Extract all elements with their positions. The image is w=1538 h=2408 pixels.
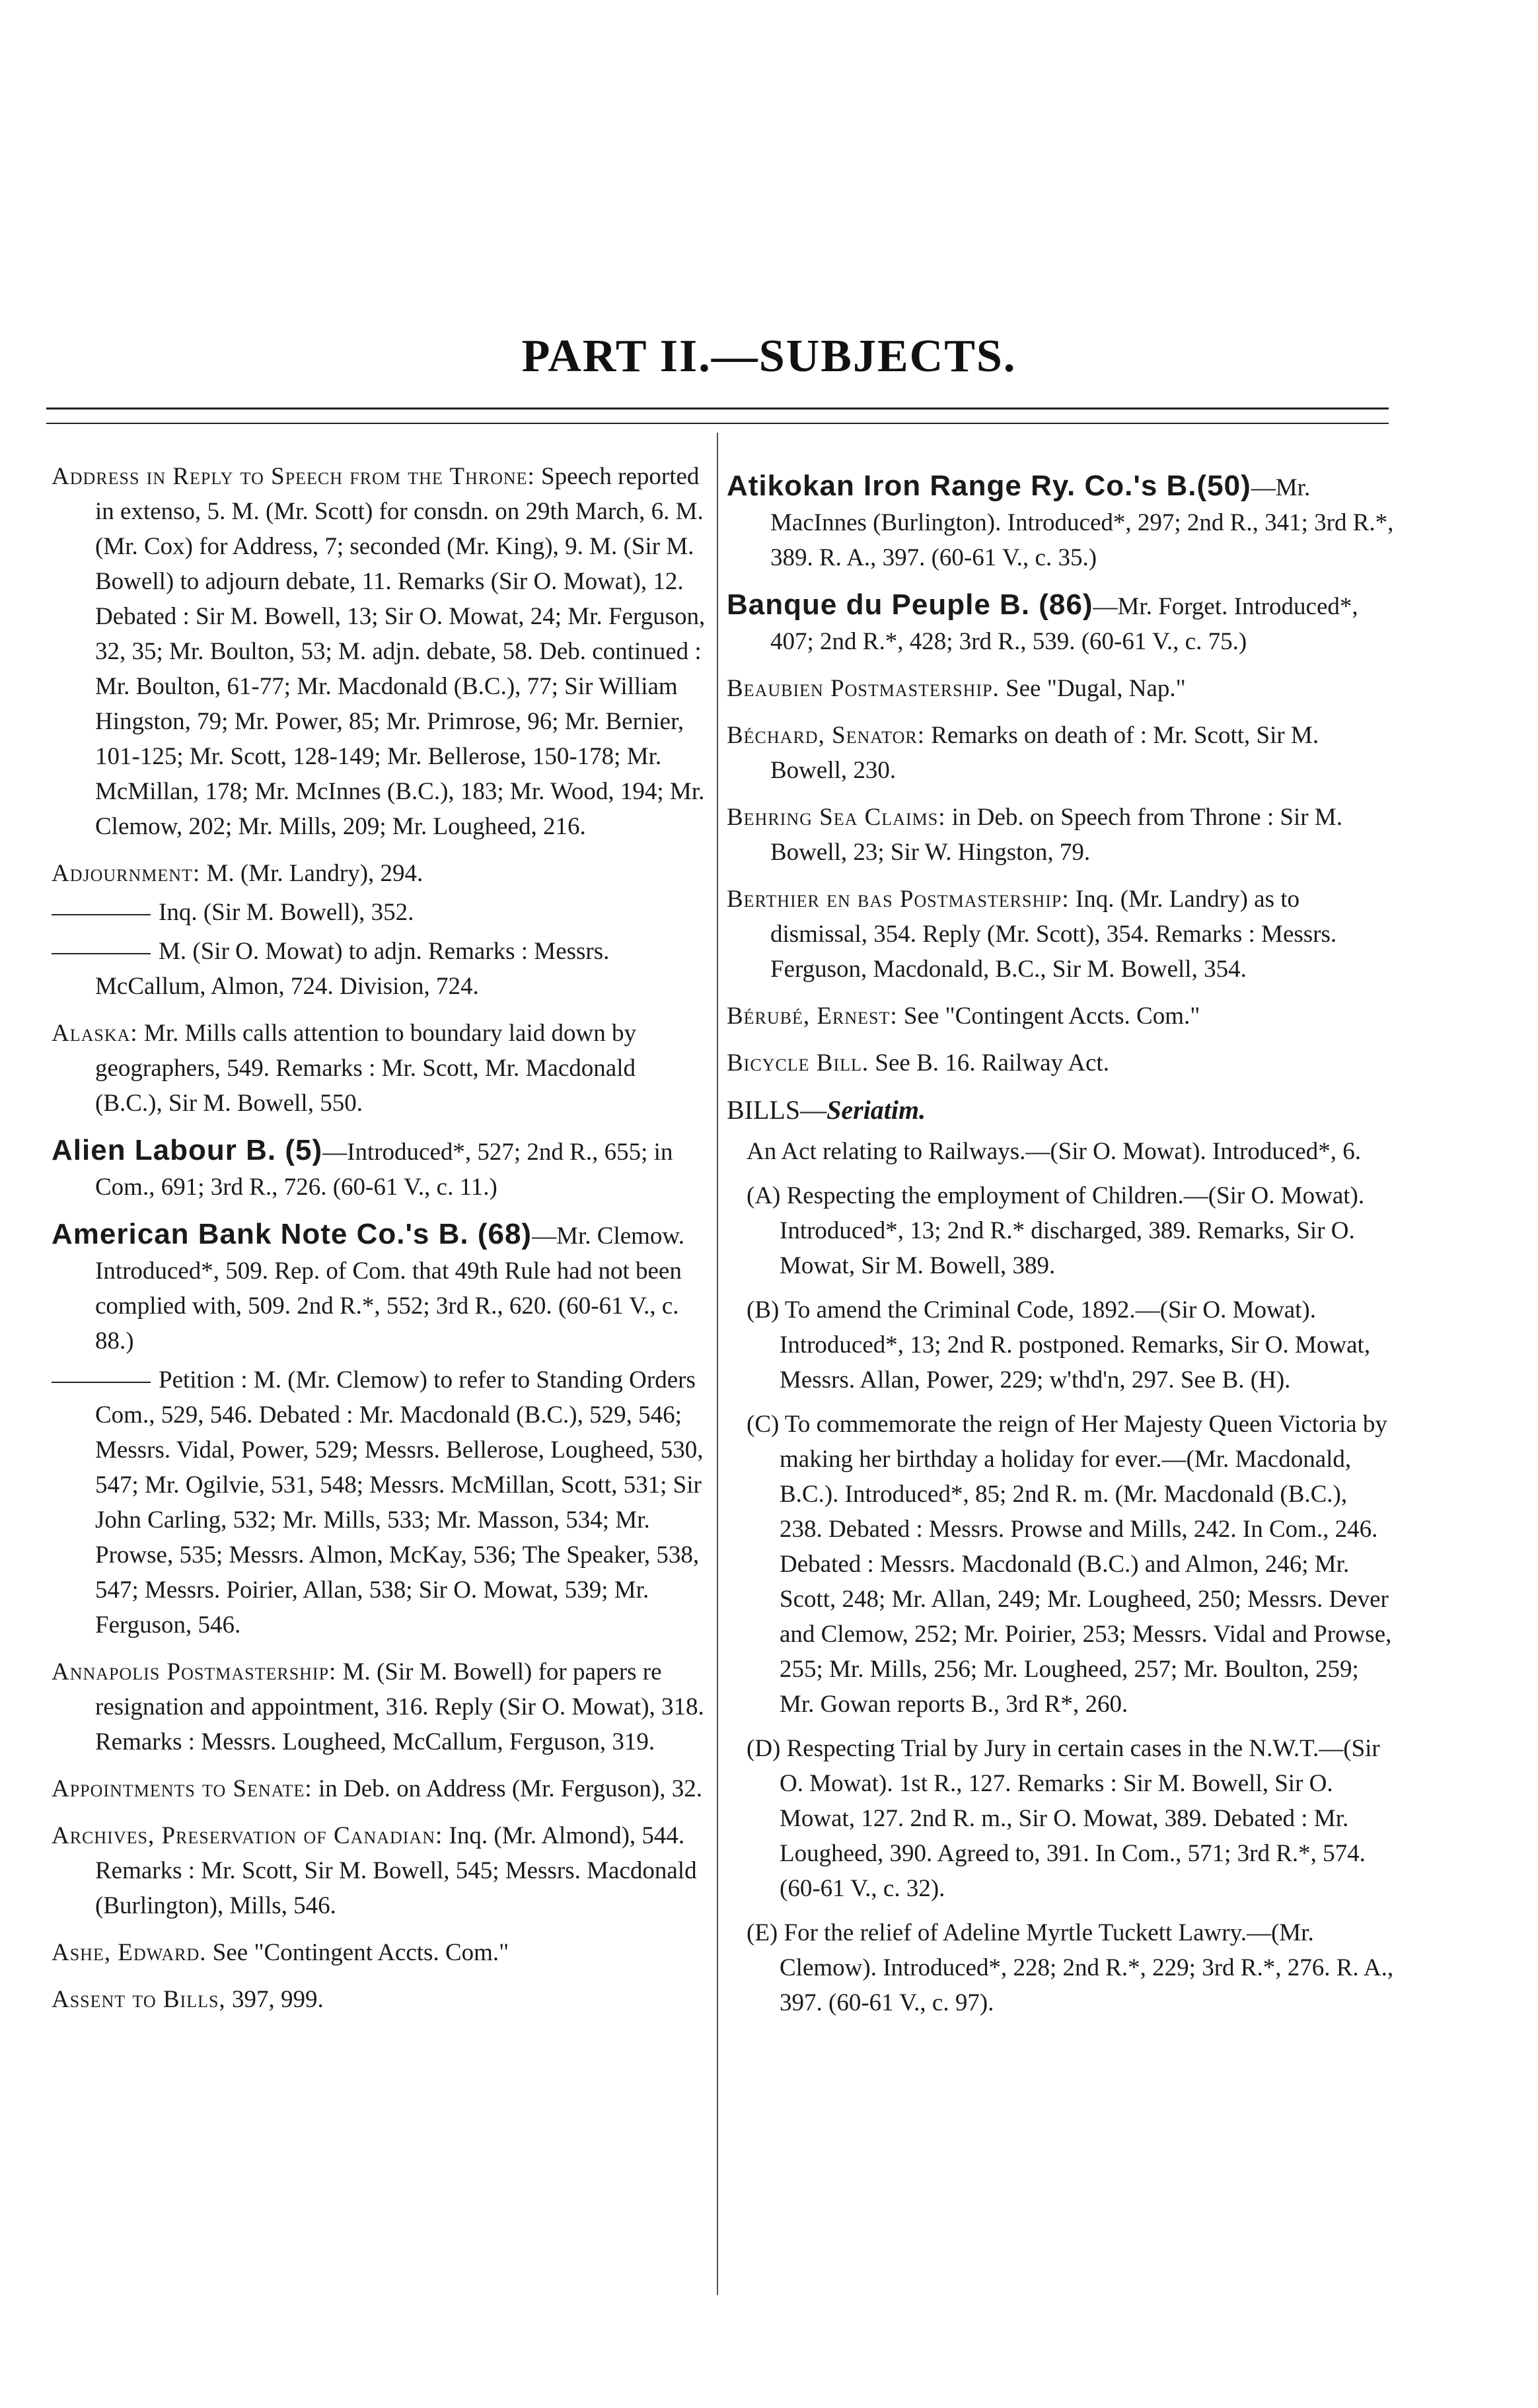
ditto-dash: [52, 914, 151, 915]
index-entry: [52, 1217, 706, 1359]
index-entry: [52, 1935, 706, 1970]
entry-heading: Beaubien Postmastership.: [727, 675, 1000, 702]
page-title: PART II.—SUBJECTS.: [521, 331, 1017, 382]
index-entry: [727, 882, 1394, 987]
entry-text: —Mr. Forget. Introduced*, 407; 2nd R.*, 428; 3rd R., 539. (60-61 V., c. 75.): [770, 593, 1358, 655]
index-entry: [52, 1818, 706, 1923]
index-entry: [52, 459, 706, 844]
entry-text: Mr. Mills calls attention to boundary laid down by geographers, 549. Remarks : Mr. Scott, Mr. Macdonald (B.C.), Sir M. Bowell, 550.: [95, 1020, 636, 1117]
entry-heading: Annapolis Postmastership:: [52, 1658, 337, 1685]
entry-text: Inq. (Mr. Almond), 544. Remarks : Mr. Scott, Sir M. Bowell, 545; Messrs. Macdonald (Burlington), Mills, 546.: [95, 1822, 697, 1919]
entry-heading: Banque du Peuple B. (86): [727, 588, 1093, 621]
entry-text: Remarks on death of : Mr. Scott, Sir M. Bowell, 230.: [770, 722, 1319, 784]
bills-section: [727, 1092, 1394, 1129]
bill-entry: An Act relating to Railways.—(Sir O. Mowat). Introduced*, 6.: [747, 1138, 1361, 1165]
entry-heading: Atikokan Iron Range Ry. Co.'s B.(50): [727, 470, 1251, 502]
bill-entry: (D) Respecting Trial by Jury in certain cases in the N.W.T.—(Sir O. Mowat). 1st R., 127. Remarks : Sir M. Bowell, Sir O. Mowat, 127. 2nd R. m., Sir O. Mowat, 389. Debated : Mr. Lougheed, 390. Agreed to, 391. In Com., 571; 3rd R.*, 574. (60-61 V., c. 32).: [747, 1735, 1380, 1902]
entry-heading: Address in Reply to Speech from the Throne:: [52, 463, 535, 490]
entry-heading: Behring Sea Claims:: [727, 804, 946, 831]
top-rule: [46, 407, 1389, 409]
sub-entry: [52, 934, 706, 1004]
entry-heading: Ashe, Edward.: [52, 1939, 207, 1966]
entry-text: M. (Mr. Landry), 294.: [200, 860, 423, 887]
index-entry: [52, 856, 706, 891]
index-entry: [727, 800, 1394, 870]
entry-text: M. (Sir M. Bowell) for papers re resignation and appointment, 316. Reply (Sir O. Mowat), 318. Remarks : Messrs. Lougheed, McCallum, Ferguson, 319.: [95, 1658, 704, 1755]
entry-heading: Assent to Bills,: [52, 1986, 226, 2013]
entry-text: —Introduced*, 527; 2nd R., 655; in Com., 691; 3rd R., 726. (60-61 V., c. 11.): [95, 1139, 673, 1201]
entry-text: in Deb. on Speech from Throne : Sir M. Bowell, 23; Sir W. Hingston, 79.: [770, 804, 1342, 866]
entry-text: See "Contingent Accts. Com.": [897, 1003, 1200, 1030]
column-divider: [717, 433, 718, 2295]
bill-entry: (B) To amend the Criminal Code, 1892.—(Sir O. Mowat). Introduced*, 13; 2nd R. postponed. Remarks, Sir O. Mowat, Messrs. Allan, Power, 229; w'thd'n, 297. See B. (H).: [747, 1296, 1371, 1394]
sub-entry: [52, 1363, 706, 1643]
index-entry: [52, 1982, 706, 2017]
index-entry: [727, 671, 1394, 706]
entry-heading: Berthier en bas Postmastership:: [727, 886, 1070, 913]
sub-entry-text: Petition : M. (Mr. Clemow) to refer to Standing Orders Com., 529, 546. Debated : Mr. Macdonald (B.C.), 529, 546; Messrs. Vidal, Power, 529; Messrs. Bellerose, Lougheed, 530, 547; Mr. Ogilvie, 531, 548; Messrs. McMillan, Scott, 531; Sir John Carling, 532; Mr. Mills, 533; Mr. Masson, 534; Mr. Prowse, 535; Messrs. Almon, McKay, 536; The Speaker, 538, 547; Messrs. Poirier, Allan, 538; Sir O. Mowat, 539; Mr. Ferguson, 546.: [95, 1366, 704, 1639]
index-entry: [52, 1654, 706, 1759]
index-entry: [52, 1771, 706, 1806]
entry-text: See B. 16. Railway Act.: [869, 1049, 1109, 1077]
index-entry: [52, 1133, 706, 1205]
entry-heading: Appointments to Senate:: [52, 1775, 312, 1802]
bills-heading: BILLS—Seriatim.: [727, 1095, 926, 1125]
index-entry: [727, 999, 1394, 1034]
index-entry: [727, 1045, 1394, 1080]
bill-entry: (E) For the relief of Adeline Myrtle Tuckett Lawry.—(Mr. Clemow). Introduced*, 228; 2nd R.*, 229; 3rd R.*, 276. R. A., 397. (60-61 V., c. 97).: [747, 1919, 1394, 2016]
entry-heading: Adjournment:: [52, 860, 201, 887]
index-entry: [52, 1016, 706, 1121]
second-rule: [46, 423, 1389, 424]
ditto-dash: [52, 1382, 151, 1383]
right-column: [727, 459, 1394, 2030]
entry-heading: Béchard, Senator:: [727, 722, 926, 749]
bill-entry: (A) Respecting the employment of Children.—(Sir O. Mowat). Introduced*, 13; 2nd R.* discharged, 389. Remarks, Sir O. Mowat, Sir M. Bowell, 389.: [747, 1182, 1365, 1279]
entry-text: Speech reported in extenso, 5. M. (Mr. Scott) for consdn. on 29th March, 6. M. (Mr. Cox) for Address, 7; seconded (Mr. King), 9. M. (Sir M. Bowell) to adjourn debate, 11. Remarks (Sir O. Mowat), 12. Debated : Sir M. Bowell, 13; Sir O. Mowat, 24; Mr. Ferguson, 32, 35; Mr. Boulton, 53; M. adjn. debate, 58. Deb. continued : Mr. Boulton, 61-77; Mr. Macdonald (B.C.), 77; Sir William Hingston, 79; Mr. Power, 85; Mr. Primrose, 96; Mr. Bernier, 101-125; Mr. Scott, 128-149; Mr. Bellerose, 150-178; Mr. McMillan, 178; Mr. McInnes (B.C.), 183; Mr. Wood, 194; Mr. Clemow, 202; Mr. Mills, 209; Mr. Lougheed, 216.: [95, 463, 706, 840]
entry-heading: Archives, Preservation of Canadian:: [52, 1822, 443, 1849]
index-entry: [727, 468, 1394, 575]
entry-heading: Bérubé, Ernest:: [727, 1003, 898, 1030]
left-column: [52, 459, 706, 2029]
index-entry: [727, 587, 1394, 659]
entry-heading: Bicycle Bill.: [727, 1049, 869, 1077]
entry-text: —Mr. MacInnes (Burlington). Introduced*, 297; 2nd R., 341; 3rd R.*, 389. R. A., 397. (60-61 V., c. 35.): [770, 474, 1394, 571]
entry-heading: Alaska:: [52, 1020, 138, 1047]
entry-heading: American Bank Note Co.'s B. (68): [52, 1218, 532, 1250]
entry-text: —Mr. Clemow. Introduced*, 509. Rep. of Com. that 49th Rule had not been complied with, 509. 2nd R.*, 552; 3rd R., 620. (60-61 V., c. 88.): [95, 1222, 685, 1355]
entry-text: 397, 999.: [225, 1986, 324, 2013]
sub-entry-text: Inq. (Sir M. Bowell), 352.: [159, 899, 414, 926]
entry-text: See "Contingent Accts. Com.": [206, 1939, 509, 1966]
entry-heading: Alien Labour B. (5): [52, 1134, 323, 1166]
sub-entry: [52, 895, 706, 930]
ditto-dash: [52, 953, 151, 954]
index-entry: [727, 718, 1394, 788]
sub-entry-text: M. (Sir O. Mowat) to adjn. Remarks : Messrs. McCallum, Almon, 724. Division, 724.: [95, 938, 610, 1000]
entry-text: in Deb. on Address (Mr. Ferguson), 32.: [312, 1775, 702, 1802]
entry-text: Inq. (Mr. Landry) as to dismissal, 354. Reply (Mr. Scott), 354. Remarks : Messrs. Ferguson, Macdonald, B.C., Sir M. Bowell, 354.: [770, 886, 1337, 983]
entry-text: See "Dugal, Nap.": [999, 675, 1186, 702]
bill-entry: (C) To commemorate the reign of Her Majesty Queen Victoria by making her birthday a holiday for ever.—(Mr. Macdonald, B.C.). Introduced*, 85; 2nd R. m. (Mr. Macdonald (B.C.), 238. Debated : Messrs. Prowse and Mills, 242. In Com., 246. Debated : Messrs. Macdonald (B.C.) and Almon, 246; Mr. Scott, 248; Mr. Allan, 249; Mr. Lougheed, 250; Messrs. Dever and Clemow, 252; Mr. Poirier, 253; Messrs. Vidal and Prowse, 255; Mr. Mills, 256; Mr. Lougheed, 257; Mr. Boulton, 259; Mr. Gowan reports B., 3rd R*, 260.: [747, 1411, 1392, 1718]
